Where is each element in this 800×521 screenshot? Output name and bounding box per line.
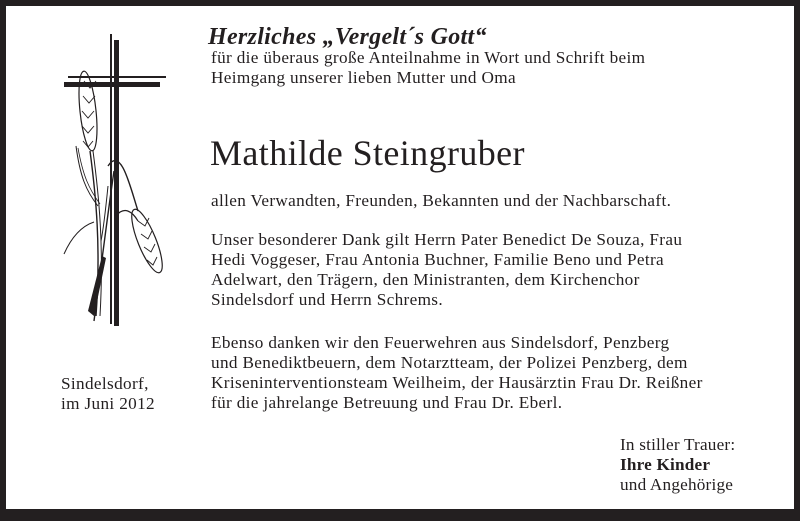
obituary-notice <box>6 6 794 509</box>
thanks-emergency <box>211 333 703 413</box>
thanks-general-line: allen Verwandten, Freunden, Bekannten und der Nachbarschaft. <box>211 191 672 210</box>
place-date <box>61 374 155 414</box>
heading: Herzliches „Vergelt´s Gott“ <box>208 24 487 50</box>
thanks-emergency-line: und Benediktbeuern, dem Notarztteam, der Polizei Penzberg, dem <box>211 353 688 372</box>
thanks-special <box>211 230 682 310</box>
thanks-emergency-line: Ebenso danken wir den Feuerwehren aus Sindelsdorf, Penzberg <box>211 333 670 352</box>
thanks-general <box>211 191 671 211</box>
thanks-emergency-line: für die jahrelange Betreuung und Frau Dr. Eberl. <box>211 393 563 412</box>
cross-with-wheat-icon <box>46 26 166 326</box>
thanks-special-line: Hedi Voggeser, Frau Antonia Buchner, Familie Beno und Petra <box>211 250 665 269</box>
intro-line: für die überaus große Anteilnahme in Wort und Schrift beim <box>211 48 646 67</box>
signature-label: In stiller Trauer: <box>620 435 736 454</box>
date: im Juni 2012 <box>61 394 155 413</box>
signature-others: und Angehörige <box>620 475 734 494</box>
thanks-special-line: Sindelsdorf und Herrn Schrems. <box>211 290 443 309</box>
deceased-name: Mathilde Steingruber <box>210 133 525 173</box>
thanks-special-line: Unser besonderer Dank gilt Herrn Pater Benedict De Souza, Frau <box>211 230 683 249</box>
thanks-special-line: Adelwart, den Trägern, den Ministranten, dem Kirchenchor <box>211 270 640 289</box>
signature <box>620 435 735 495</box>
place: Sindelsdorf, <box>61 374 149 393</box>
intro-line: Heimgang unserer lieben Mutter und Oma <box>211 68 516 87</box>
intro-text <box>211 48 645 88</box>
signature-family: Ihre Kinder <box>620 455 711 474</box>
thanks-emergency-line: Kriseninterventionsteam Weilheim, der Hausärztin Frau Dr. Reißner <box>211 373 703 392</box>
